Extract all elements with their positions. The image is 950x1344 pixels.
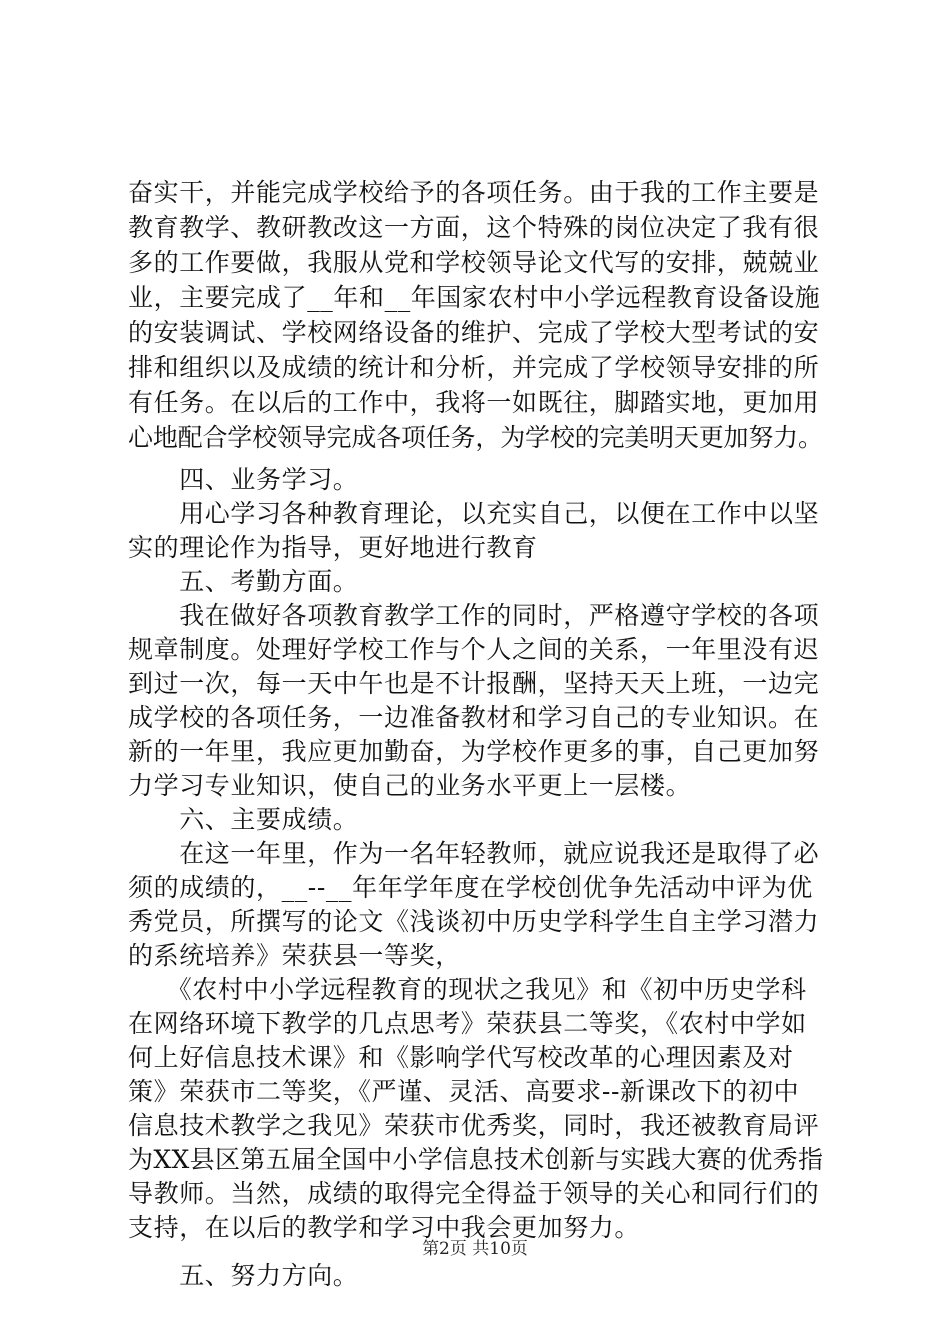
paragraph-line: 新的一年里，我应更加勤奋，为学校作更多的事，自己更加努 xyxy=(128,737,820,766)
paragraph-line: 的系统培养》荣获县一等奖， xyxy=(128,941,461,970)
paragraph-line: 规章制度。处理好学校工作与个人之间的关系，一年里没有迟 xyxy=(128,635,820,664)
paragraph-line: 策》荣获市二等奖，《严谨、灵活、高要求--新课改下的初中 xyxy=(128,1077,800,1106)
paragraph-line: 须的成绩的，__--__年年学年度在学校创优争先活动中评为优 xyxy=(128,873,813,902)
paragraph-line: 奋实干，并能完成学校给予的各项任务。由于我的工作主要是 xyxy=(128,178,820,207)
paragraph-line: 支持，在以后的教学和学习中我会更加努力。 xyxy=(128,1213,641,1242)
paragraph-line: 排和组织以及成绩的统计和分析，并完成了学校领导安排的所 xyxy=(128,353,820,382)
paragraph-line: 实的理论作为指导，更好地进行教育 xyxy=(128,533,538,562)
paragraph-line: 力学习专业知识，使自己的业务水平更上一层楼。 xyxy=(128,771,692,800)
paragraph-line: 有任务。在以后的工作中，我将一如既往，脚踏实地，更加用 xyxy=(128,388,820,417)
paragraph-line: 导教师。当然，成绩的取得完全得益于领导的关心和同行们的 xyxy=(128,1179,820,1208)
paragraph-line: 成学校的各项任务，一边准备教材和学习自己的专业知识。在 xyxy=(128,703,820,732)
paragraph-line: 心地配合学校领导完成各项任务，为学校的完美明天更加努力。 xyxy=(128,423,823,452)
paragraph-line: 在网络环境下教学的几点思考》荣获县二等奖，《农村中学如 xyxy=(128,1009,807,1038)
paragraph-line: 到过一次，每一天中午也是不计报酬，坚持天天上班，一边完 xyxy=(128,669,820,698)
section-heading: 六、主要成绩。 xyxy=(128,805,359,834)
paragraph-line: 多的工作要做，我服从党和学校领导论文代写的安排，兢兢业 xyxy=(128,248,820,277)
paragraph-line: 我在做好各项教育教学工作的同时，严格遵守学校的各项 xyxy=(128,601,820,630)
paragraph-line: 在这一年里，作为一名年轻教师，就应说我还是取得了必 xyxy=(128,839,820,868)
paragraph-line: 教育教学、教研教改这一方面，这个特殊的岗位决定了我有很 xyxy=(128,213,820,242)
section-heading: 五、努力方向。 xyxy=(128,1261,359,1290)
section-heading: 五、考勤方面。 xyxy=(128,567,359,596)
paragraph-line: 秀党员，所撰写的论文《浅谈初中历史学科学生自主学习潜力 xyxy=(128,907,820,936)
paragraph-line: 用心学习各种教育理论，以充实自己，以便在工作中以坚 xyxy=(128,499,820,528)
paragraph-line: 信息技术教学之我见》荣获市优秀奖，同时，我还被教育局评 xyxy=(128,1111,820,1140)
section-heading: 四、业务学习。 xyxy=(128,465,359,494)
paragraph-line: 业，主要完成了__年和__年国家农村中小学远程教育设备设施 xyxy=(128,283,821,312)
paragraph-line: 为XX县区第五届全国中小学信息技术创新与实践大赛的优秀指 xyxy=(128,1145,824,1174)
page-number-footer: 第2页 共10页 xyxy=(422,1239,528,1259)
paragraph-line: 何上好信息技术课》和《影响学代写校改革的心理因素及对 xyxy=(128,1043,794,1072)
paragraph-line: 《农村中小学远程教育的现状之我见》和《初中历史学科 xyxy=(128,975,807,1004)
paragraph-line: 的安装调试、学校网络设备的维护、完成了学校大型考试的安 xyxy=(128,318,820,347)
